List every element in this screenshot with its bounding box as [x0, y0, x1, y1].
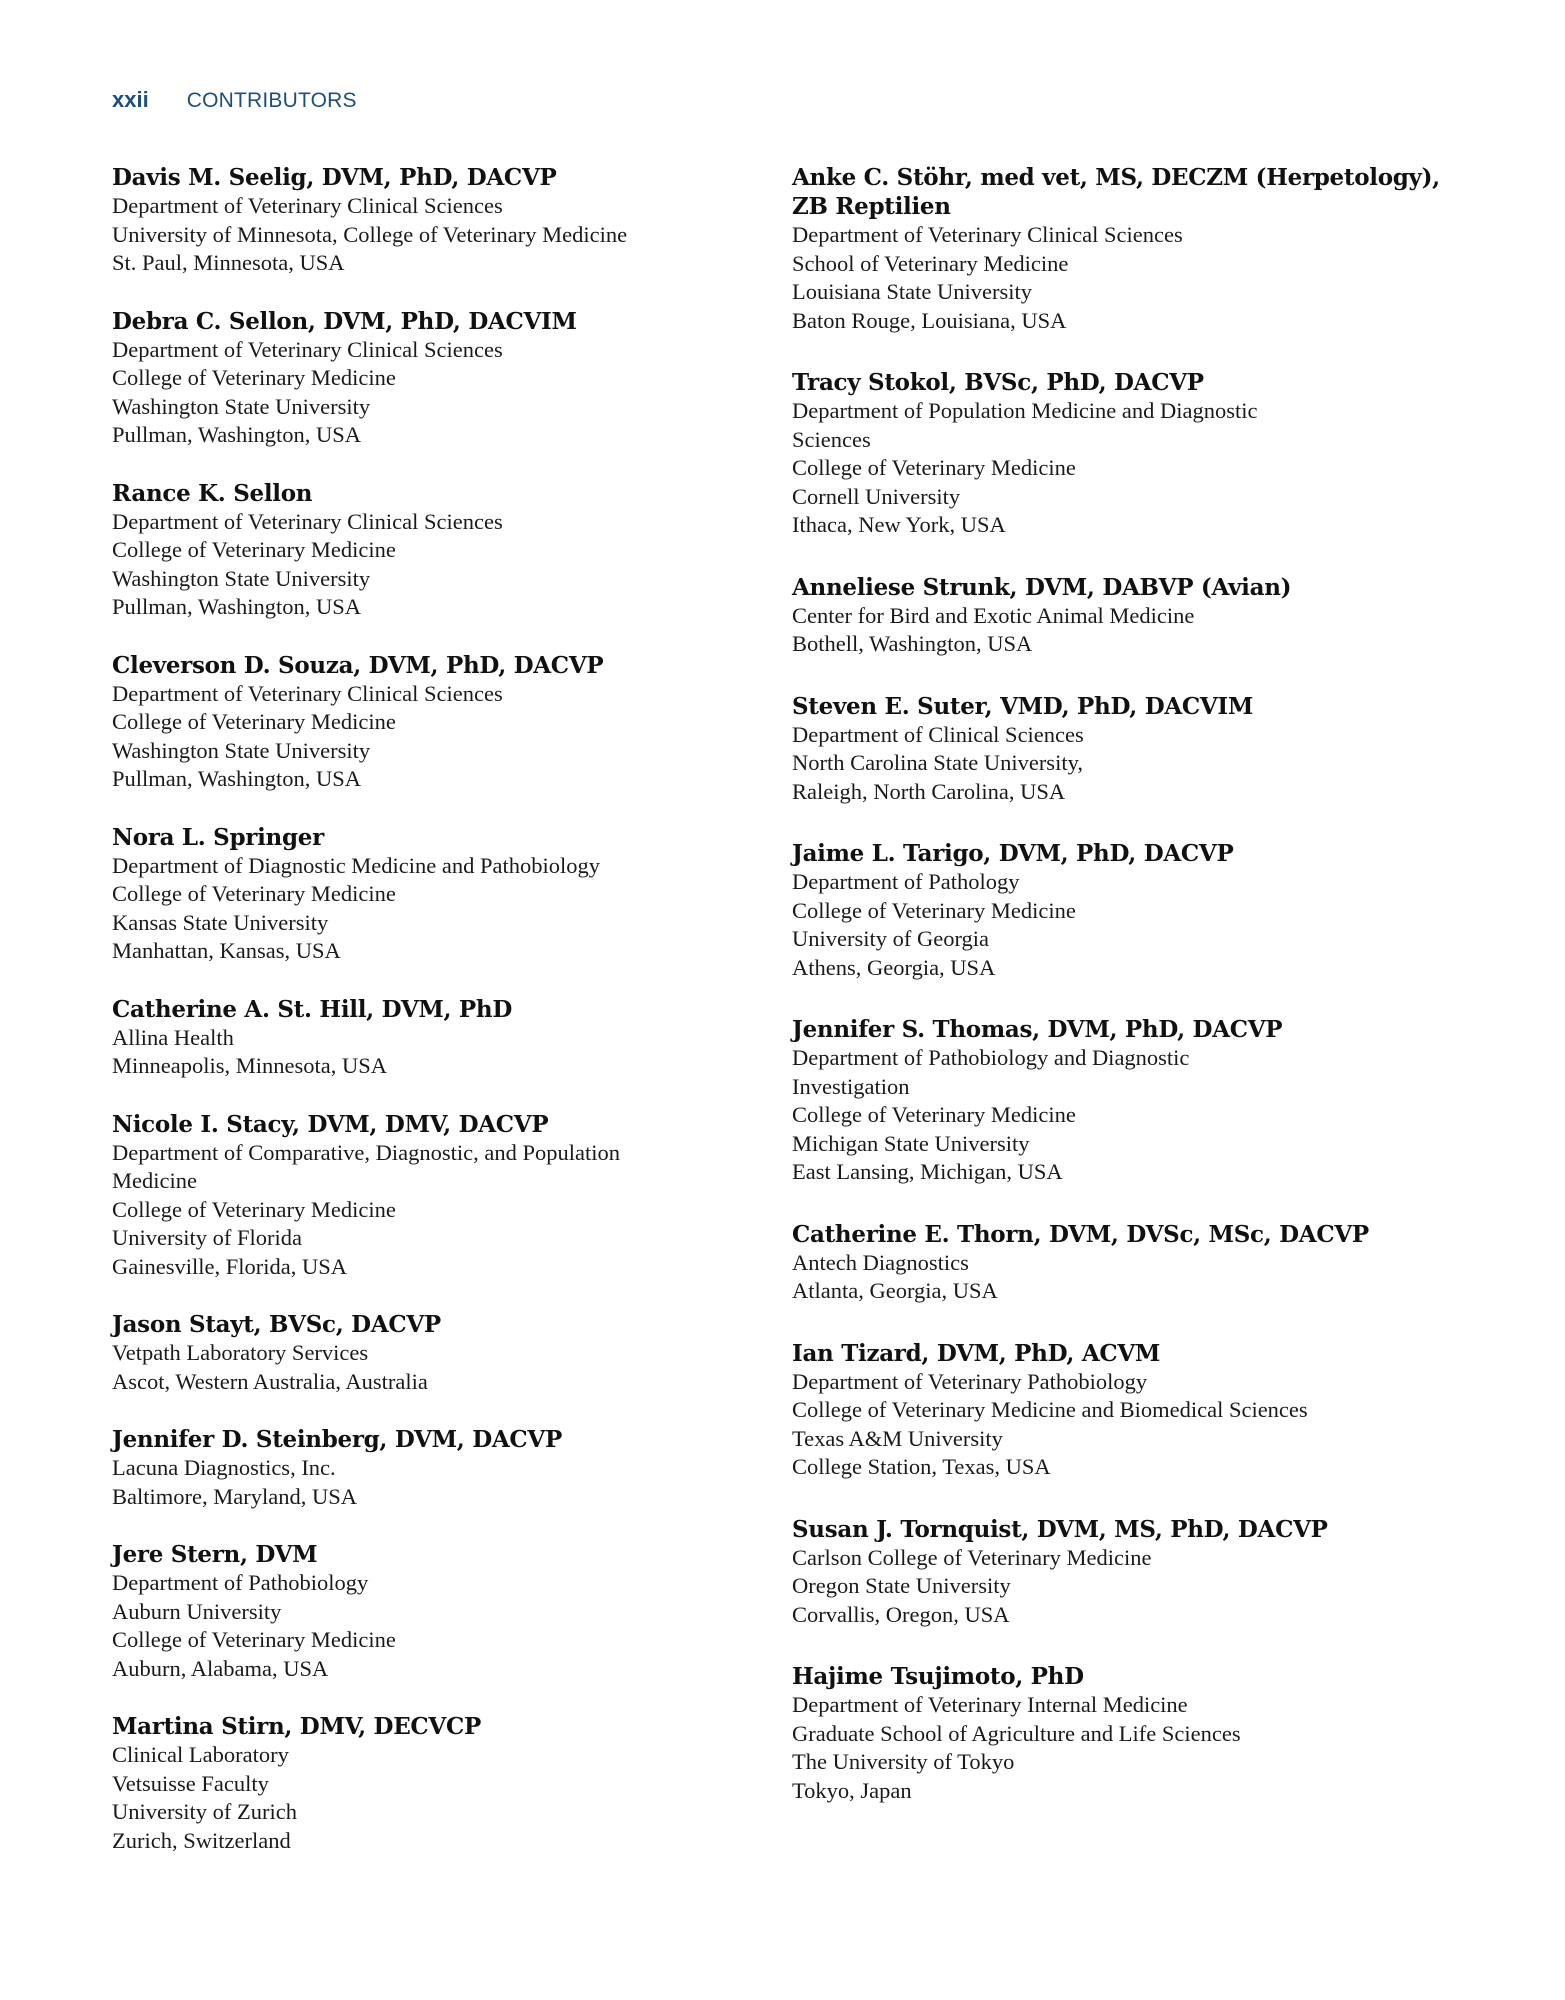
affiliation-line: Corvallis, Oregon, USA — [792, 1601, 1010, 1627]
contributor-name-continued: ZB Reptilien — [792, 193, 951, 220]
contributor-name: Cleverson D. Souza, DVM, PhD, DACVP — [112, 651, 604, 679]
affiliation-line: Medicine — [112, 1168, 197, 1193]
affiliation-line: Department of Veterinary Pathobiology — [792, 1368, 1148, 1394]
contributor-name: Jaime L. Tarigo, DVM, PhD, DACVP — [792, 840, 1234, 867]
affiliation-line: Texas A&M University — [792, 1425, 1003, 1451]
contributor-entry — [112, 651, 752, 794]
contributor-entry — [792, 163, 1492, 335]
affiliation-line: Gainesville, Florida, USA — [112, 1253, 347, 1279]
contributor-name: Tracy Stokol, BVSc, PhD, DACVP — [792, 369, 1204, 396]
affiliation-line: Department of Comparative, Diagnostic, and Population — [112, 1139, 621, 1165]
contributor-name: Jennifer D. Steinberg, DVM, DACVP — [112, 1426, 562, 1453]
contributor-name: Martina Stirn, DMV, DECVCP — [112, 1713, 481, 1740]
contributor-entry — [112, 307, 752, 450]
affiliation-line: Department of Pathobiology — [112, 1570, 369, 1595]
contributor-entry — [112, 479, 752, 622]
affiliation-line: Tokyo, Japan — [792, 1777, 912, 1803]
running-head — [112, 87, 357, 113]
affiliation-line: Investigation — [792, 1073, 910, 1099]
affiliation-line: Auburn University — [112, 1598, 282, 1624]
contributor-name: Steven E. Suter, VMD, PhD, DACVIM — [792, 692, 1254, 720]
affiliation-line: Department of Veterinary Clinical Sciences — [112, 508, 503, 534]
contributor-entry — [792, 1515, 1492, 1630]
affiliation-line: Department of Veterinary Clinical Sciences — [112, 336, 503, 362]
affiliation-line: Department of Veterinary Clinical Sciences — [112, 680, 503, 706]
contributor-entry — [792, 839, 1492, 982]
affiliation-line: College of Veterinary Medicine — [112, 881, 396, 906]
contributor-entry — [792, 1339, 1492, 1482]
affiliation-line: Department of Pathology — [792, 869, 1020, 894]
affiliation-line: Bothell, Washington, USA — [792, 631, 1033, 656]
left-column — [112, 163, 752, 1884]
affiliation-line: Department of Diagnostic Medicine and Pathobiology — [112, 852, 601, 878]
contributor-name: Jere Stern, DVM — [112, 1541, 318, 1568]
contributor-entry — [792, 573, 1492, 659]
affiliation-line: Carlson College of Veterinary Medicine — [792, 1544, 1152, 1570]
affiliation-line: School of Veterinary Medicine — [792, 250, 1069, 276]
affiliation-line: Department of Veterinary Internal Medicine — [792, 1692, 1188, 1717]
page-number: xxii — [112, 87, 149, 112]
contributor-entry — [112, 995, 752, 1081]
contributor-entry — [792, 1220, 1492, 1306]
affiliation-line: Baton Rouge, Louisiana, USA — [792, 307, 1067, 333]
affiliation-line: College of Veterinary Medicine — [112, 1627, 396, 1652]
contributor-entry — [792, 1662, 1492, 1805]
affiliation-line: Athens, Georgia, USA — [792, 954, 996, 980]
affiliation-line: Center for Bird and Exotic Animal Medicine — [792, 602, 1195, 628]
contributor-entry — [792, 368, 1492, 540]
affiliation-line: Oregon State University — [792, 1573, 1011, 1598]
contributor-name: Ian Tizard, DVM, PhD, ACVM — [792, 1339, 1161, 1367]
affiliation-line: Pullman, Washington, USA — [112, 422, 362, 447]
affiliation-line: Louisiana State University — [792, 279, 1032, 304]
affiliation-line: University of Zurich — [112, 1799, 297, 1824]
contributor-name: Catherine E. Thorn, DVM, DVSc, MSc, DACVP — [792, 1220, 1369, 1248]
affiliation-line: Department of Veterinary Clinical Sciences — [112, 193, 503, 218]
contributor-entry — [112, 1712, 752, 1855]
affiliation-line: Washington State University — [112, 565, 371, 591]
affiliation-line: Michigan State University — [792, 1130, 1030, 1156]
contributor-name: Davis M. Seelig, DVM, PhD, DACVP — [112, 164, 557, 191]
affiliation-line: Minneapolis, Minnesota, USA — [112, 1053, 387, 1078]
affiliation-line: Baltimore, Maryland, USA — [112, 1483, 357, 1509]
affiliation-line: Department of Population Medicine and Diagnostic — [792, 398, 1258, 423]
affiliation-line: Manhattan, Kansas, USA — [112, 938, 341, 963]
contributor-name: Jennifer S. Thomas, DVM, PhD, DACVP — [792, 1016, 1283, 1043]
affiliation-line: College of Veterinary Medicine — [112, 1196, 396, 1222]
affiliation-line: Ascot, Western Australia, Australia — [112, 1368, 428, 1394]
right-column — [792, 163, 1492, 1838]
contributor-name: Debra C. Sellon, DVM, PhD, DACVIM — [112, 307, 577, 335]
affiliation-line: Department of Pathobiology and Diagnostic — [792, 1045, 1190, 1070]
affiliation-line: College of Veterinary Medicine — [792, 1102, 1076, 1127]
affiliation-line: Antech Diagnostics — [792, 1249, 969, 1275]
contributor-name: Nora L. Springer — [112, 823, 324, 851]
section-title: CONTRIBUTORS — [186, 89, 357, 112]
affiliation-line: East Lansing, Michigan, USA — [792, 1159, 1063, 1184]
affiliation-line: Cornell University — [792, 483, 961, 509]
affiliation-line: Graduate School of Agriculture and Life Sciences — [792, 1720, 1241, 1746]
affiliation-line: Zurich, Switzerland — [112, 1827, 291, 1853]
affiliation-line: College of Veterinary Medicine — [112, 365, 396, 390]
contributor-name: Anke C. Stöhr, med vet, MS, DECZM (Herpetology), — [792, 164, 1440, 191]
affiliation-line: Clinical Laboratory — [112, 1742, 289, 1767]
contributor-name: Catherine A. St. Hill, DVM, PhD — [112, 995, 512, 1023]
affiliation-line: Pullman, Washington, USA — [112, 594, 362, 619]
contributor-entry — [112, 163, 752, 278]
affiliation-line: College of Veterinary Medicine — [112, 537, 396, 562]
affiliation-line: College of Veterinary Medicine — [792, 455, 1076, 480]
affiliation-line: Kansas State University — [112, 909, 329, 935]
affiliation-line: Vetpath Laboratory Services — [112, 1340, 369, 1365]
affiliation-line: College of Veterinary Medicine — [792, 897, 1076, 923]
contributor-entry — [112, 1110, 752, 1282]
contributor-entry — [112, 1540, 752, 1683]
contributor-name: Rance K. Sellon — [112, 479, 313, 507]
affiliation-line: Washington State University — [112, 393, 371, 419]
affiliation-line: Washington State University — [112, 737, 371, 763]
contributor-entry — [112, 1425, 752, 1511]
affiliation-line: Ithaca, New York, USA — [792, 512, 1006, 537]
affiliation-line: University of Georgia — [792, 926, 990, 951]
contributor-name: Anneliese Strunk, DVM, DABVP (Avian) — [792, 573, 1292, 601]
affiliation-line: Vetsuisse Faculty — [112, 1770, 269, 1796]
contributor-name: Hajime Tsujimoto, PhD — [792, 1663, 1084, 1690]
contributor-name: Susan J. Tornquist, DVM, MS, PhD, DACVP — [792, 1515, 1328, 1543]
affiliation-line: University of Florida — [112, 1225, 302, 1250]
contributor-name: Jason Stayt, BVSc, DACVP — [112, 1311, 441, 1338]
contributor-entry — [792, 1015, 1492, 1187]
contributor-entry — [792, 692, 1492, 807]
affiliation-line: Auburn, Alabama, USA — [112, 1655, 329, 1681]
affiliation-line: University of Minnesota, College of Veterinary Medicine — [112, 221, 628, 247]
affiliation-line: Atlanta, Georgia, USA — [792, 1278, 998, 1303]
affiliation-line: Department of Veterinary Clinical Sciences — [792, 222, 1183, 247]
affiliation-line: Allina Health — [112, 1024, 234, 1050]
affiliation-line: The University of Tokyo — [792, 1749, 1015, 1774]
affiliation-line: College of Veterinary Medicine and Biomedical Sciences — [792, 1397, 1308, 1422]
affiliation-line: College of Veterinary Medicine — [112, 709, 396, 734]
affiliation-line: College Station, Texas, USA — [792, 1454, 1051, 1479]
affiliation-line: St. Paul, Minnesota, USA — [112, 250, 345, 275]
affiliation-line: Raleigh, North Carolina, USA — [792, 778, 1066, 804]
contributor-entry — [112, 1310, 752, 1396]
affiliation-line: North Carolina State University, — [792, 750, 1083, 775]
affiliation-line: Lacuna Diagnostics, Inc. — [112, 1455, 336, 1480]
affiliation-line: Department of Clinical Sciences — [792, 721, 1084, 747]
contributor-entry — [112, 823, 752, 966]
affiliation-line: Pullman, Washington, USA — [112, 766, 362, 791]
contributor-name: Nicole I. Stacy, DVM, DMV, DACVP — [112, 1110, 549, 1138]
affiliation-line: Sciences — [792, 426, 871, 452]
